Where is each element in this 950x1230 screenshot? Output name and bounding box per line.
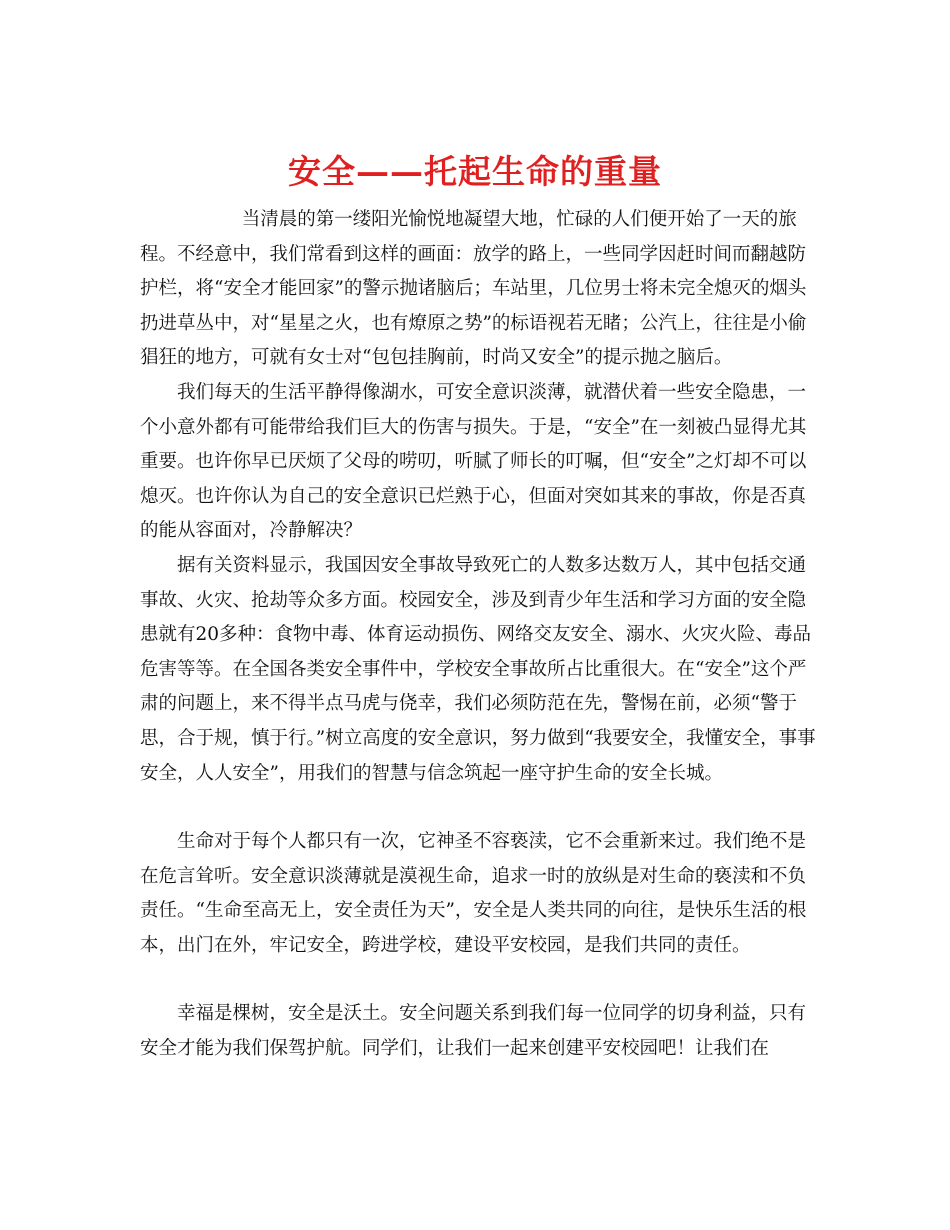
page-title: 安全——托起生命的重量 (288, 152, 662, 192)
paragraph-5: 幸福是棵树，安全是沃土。安全问题关系到我们每一位同学的切身利益，只有安全才能为我们保驾护航。同学们，让我们一起来创建平安校园吧！让我们在 (140, 1003, 807, 1060)
paragraph-3: 据有关资料显示，我国因安全事故导致死亡的人数多达数万人，其中包括交通事故、火灾、抢劫等众多方面。校园安全，涉及到青少年生活和学习方面的安全隐患就有20多种：食物中毒、体育运动损伤、网络交友安全、溺水、火灾火险、毒品危害等等。在全国各类安全事件中，学校安全事故所占比重很大。在“安全”这个严肃的问题上，来不得半点马虎与侥幸，我们必须防范在先，警惕在前，必须“警于思，合于规，慎于行。”树立高度的安全意识，努力做到“我要安全，我懂安全，事事安全，人人安全”，用我们的智慧与信念筑起一座守护生命的安全长城。 (140, 554, 816, 784)
paragraph-1: 当清晨的第一缕阳光愉悦地凝望大地，忙碌的人们便开始了一天的旅程。不经意中，我们常看到这样的画面：放学的路上，一些同学因赶时间而翻越防护栏，将“安全才能回家”的警示抛诸脑后；车站里，几位男士将未完全熄灭的烟头扔进草丛中，对“星星之火，也有燎原之势”的标语视若无睹；公汽上，往往是小偷猖狂的地方，可就有女士对“包包挂胸前，时尚又安全”的提示抛之脑后。 (140, 209, 807, 369)
paragraph-2: 我们每天的生活平静得像湖水，可安全意识淡薄，就潜伏着一些安全隐患，一个小意外都有可能带给我们巨大的伤害与损失。于是，“安全”在一刻被凸显得尤其重要。也许你早已厌烦了父母的唠叨，听腻了师长的叮嘱，但“安全”之灯却不可以熄灭。也许你认为自己的安全意识已烂熟于心，但面对突如其来的事故，你是否真的能从容面对，冷静解决？ (140, 381, 807, 542)
article-body (140, 203, 820, 1067)
paragraph-4: 生命对于每个人都只有一次，它神圣不容亵渎，它不会重新来过。我们绝不是在危言耸听。安全意识淡薄就是漠视生命，追求一时的放纵是对生命的亵渎和不负责任。“生命至高无上，安全责任为天”，安全是人类共同的向往，是快乐生活的根本，出门在外，牢记安全，跨进学校，建设平安校园，是我们共同的责任。 (140, 831, 807, 956)
